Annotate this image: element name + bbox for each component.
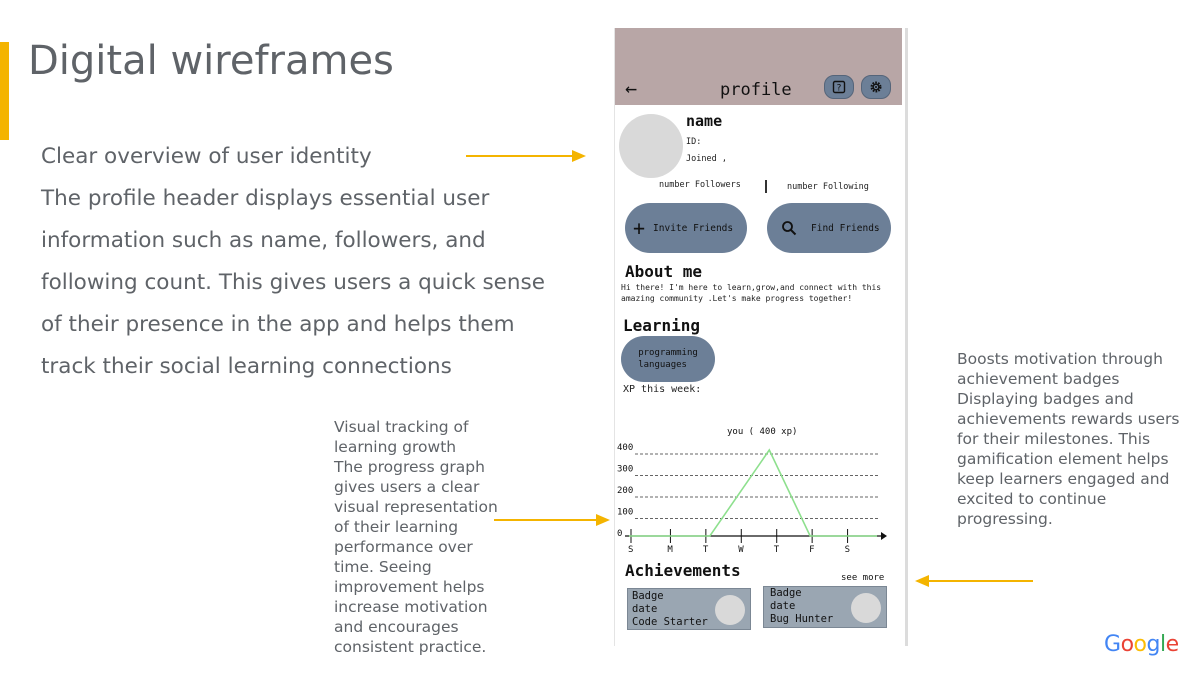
- joined-date: Joined ,: [686, 154, 727, 164]
- badges-line: Boosts motivation through: [957, 350, 1163, 368]
- title-accent-bar: [0, 42, 9, 140]
- profile-wireframe: [614, 28, 908, 646]
- following-count[interactable]: number Following: [787, 182, 869, 192]
- series-legend: you ( 400 xp): [727, 427, 798, 437]
- x-tick-label: T: [702, 545, 709, 555]
- x-tick-label: W: [738, 545, 744, 555]
- y-tick-label: 400: [617, 443, 634, 453]
- badge-card[interactable]: [627, 588, 751, 630]
- series-line: [629, 450, 877, 536]
- learning-tag[interactable]: [621, 336, 715, 382]
- identity-line: track their social learning connections: [41, 354, 452, 379]
- achievements-title: Achievements: [625, 561, 741, 580]
- help-button[interactable]: [824, 75, 854, 99]
- badges-description: [957, 349, 1192, 529]
- badges-line: progressing.: [957, 510, 1053, 528]
- stats-divider: [765, 180, 767, 193]
- identity-arrow-icon: [466, 149, 588, 163]
- progress-line: performance over: [334, 538, 473, 556]
- invite-friends-button[interactable]: [625, 203, 747, 253]
- x-tick-label: S: [628, 545, 634, 555]
- y-tick-label: 200: [617, 486, 634, 496]
- about-title: About me: [625, 262, 703, 281]
- help-icon: [832, 80, 846, 94]
- y-tick-label: 100: [617, 507, 634, 518]
- google-logo: Google: [1104, 632, 1179, 657]
- gear-icon: [869, 80, 883, 94]
- followers-count[interactable]: number Followers: [659, 180, 741, 190]
- learning-title: Learning: [623, 316, 701, 335]
- progress-line: The progress graph: [334, 458, 485, 476]
- progress-line: increase motivation: [334, 598, 488, 616]
- learning-tag-line: programming: [638, 348, 698, 358]
- identity-line: information such as name, followers, and: [41, 228, 486, 253]
- badge-image: [851, 593, 881, 623]
- badges-line: achievements rewards users: [957, 410, 1180, 428]
- badges-line: gamification element helps: [957, 450, 1169, 468]
- identity-line: Clear overview of user identity: [41, 144, 372, 169]
- badge-name: Bug Hunter: [770, 613, 834, 625]
- progress-line: improvement helps: [334, 578, 485, 596]
- badges-arrow-icon: [913, 574, 1035, 588]
- profile-title: profile: [720, 80, 792, 100]
- x-tick-label: T: [773, 545, 780, 555]
- progress-line: Visual tracking of: [334, 418, 469, 436]
- invite-friends-label: Invite Friends: [653, 222, 734, 234]
- badge-date: date: [632, 603, 658, 615]
- profile-header-bar: [615, 28, 902, 105]
- identity-line: following count. This gives users a quick sense: [41, 270, 545, 295]
- identity-description: [41, 136, 561, 388]
- badge-title: Badge: [770, 587, 802, 599]
- x-tick-label: S: [844, 545, 850, 555]
- y-tick-label: 0: [617, 529, 623, 539]
- identity-line: The profile header displays essential user: [41, 186, 490, 211]
- search-icon: [781, 220, 797, 236]
- slide-title: Digital wireframes: [28, 38, 394, 84]
- progress-line: gives users a clear: [334, 478, 480, 496]
- badges-line: achievement badges: [957, 370, 1120, 388]
- progress-line: learning growth: [334, 438, 457, 456]
- back-arrow-icon[interactable]: ←: [625, 76, 638, 100]
- settings-button[interactable]: [861, 75, 891, 99]
- find-friends-label: Find Friends: [811, 222, 880, 234]
- progress-line: consistent practice.: [334, 638, 487, 656]
- y-tick-label: 300: [617, 464, 634, 475]
- progress-line: and encourages: [334, 618, 459, 636]
- svg-text:?: ?: [836, 83, 842, 94]
- identity-line: of their presence in the app and helps them: [41, 312, 515, 337]
- badges-line: Displaying badges and: [957, 390, 1134, 408]
- progress-description: [334, 417, 514, 657]
- badges-line: keep learners engaged and: [957, 470, 1170, 488]
- user-name: name: [686, 112, 723, 130]
- find-friends-button[interactable]: [767, 203, 891, 253]
- badges-line: for their milestones. This: [957, 430, 1151, 448]
- avatar[interactable]: [619, 114, 683, 178]
- xp-chart: [615, 408, 902, 558]
- about-text: Hi there! I'm here to learn,grow,and connect with this amazing community .Let's make progress together!: [621, 283, 882, 303]
- see-more-link[interactable]: see more: [841, 573, 885, 583]
- badge-title: Badge: [632, 590, 664, 602]
- progress-line: visual representation: [334, 498, 498, 516]
- progress-line: of their learning: [334, 518, 459, 536]
- badge-date: date: [770, 600, 796, 612]
- xp-label: XP this week:: [623, 384, 702, 395]
- x-axis-arrowhead: [881, 532, 887, 540]
- learning-tag-line: languages: [638, 360, 687, 370]
- badges-line: excited to continue: [957, 490, 1107, 508]
- user-id: ID:: [686, 137, 702, 147]
- badge-name: Code Starter: [632, 616, 708, 628]
- x-tick-label: F: [809, 545, 815, 555]
- progress-line: time. Seeing: [334, 558, 432, 576]
- progress-arrow-icon: [494, 513, 612, 527]
- x-tick-label: M: [667, 545, 673, 555]
- plus-icon: +: [633, 216, 646, 240]
- badge-card[interactable]: [763, 586, 887, 628]
- badge-image: [715, 595, 745, 625]
